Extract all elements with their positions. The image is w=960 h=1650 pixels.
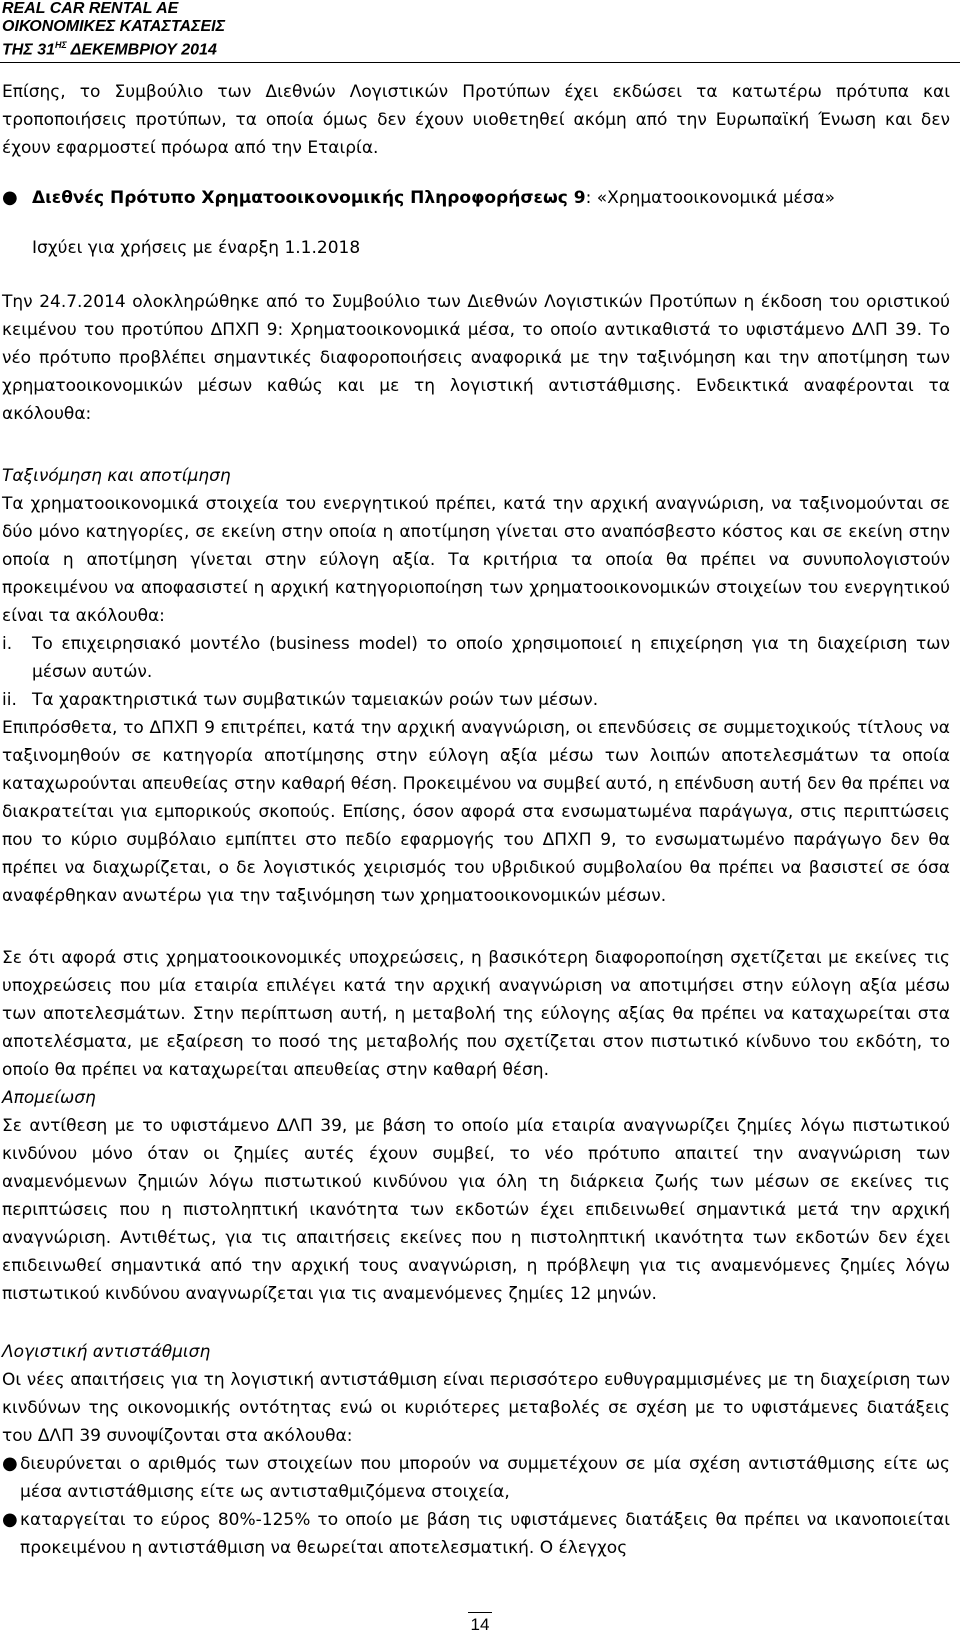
- standard-effective-date: Ισχύει για χρήσεις με έναρξη 1.1.2018: [32, 238, 361, 258]
- page-content: [2, 78, 950, 1562]
- list-item: ii. Τα χαρακτηριστικά των συμβατικών ταμειακών ροών των μέσων.: [2, 690, 599, 710]
- document-title: ΟΙΚΟΝΟΜΙΚΕΣ ΚΑΤΑΣΤΑΣΕΙΣ: [2, 18, 226, 35]
- bullet-icon: ●: [2, 1509, 18, 1530]
- page-number: 14: [470, 1615, 490, 1634]
- section-heading-impairment: Απομείωση: [2, 1088, 96, 1108]
- footer-divider: [468, 1612, 492, 1613]
- standard-heading: [2, 184, 950, 212]
- company-name: REAL CAR RENTAL AE: [2, 0, 179, 17]
- page-footer: [0, 1612, 960, 1635]
- header-divider: [0, 62, 960, 63]
- impairment-paragraph: Σε αντίθεση με το υφιστάμενο ΔΛΠ 39, με βάση το οποίο μία εταιρία αναγνωρίζει ζημίες λόγω πιστωτικού κινδύνου μόνο όταν οι ζημίες αυτές έχουν συμβεί, το νέο πρότυπο απαιτεί την αναγνώριση των αναμενόμενων ζημιών λόγω πιστωτικού κινδύνου για όλη τη διάρκεια ζωής των μέσων σε εκείνες τις περιπτώσεις που η πιστοληπτική ικανότητα των εκδοτών έχει επιδεινωθεί σημαντικά μετά την αρχική αναγνώριση. Αντιθέτως, για τις απαιτήσεις εκείνες που η πιστοληπτική ικανότητα των εκδοτών δεν έχει επιδεινωθεί σημαντικά από την αρχική τους αναγνώριση, η πρόβλεψη για τις αναμενόμενες ζημίες λόγω πιστωτικού κινδύνου αναγνωρίζεται για τις αναμενόμενες ζημίες 12 μηνών.: [2, 1116, 950, 1304]
- list-item: ● καταργείται το εύρος 80%-125% το οποίο με βάση τις υφιστάμενες διατάξεις θα πρέπει να ικανοποιείται προκειμένου η αντιστάθμιση να θεωρείται αποτελεσματική. Ο έλεγχος: [2, 1506, 950, 1562]
- standard-subtitle: : «Χρηματοοικονομικά μέσα»: [585, 188, 836, 208]
- bullet-icon: ●: [2, 1453, 18, 1474]
- page-header: [2, 0, 225, 59]
- equity-instruments-paragraph: Επιπρόσθετα, το ΔΠΧΠ 9 επιτρέπει, κατά την αρχική αναγνώριση, οι επενδύσεις σε συμμετοχικούς τίτλους να ταξινομηθούν σε κατηγορία αποτίμησης στην εύλογη αξία μέσω των λοιπών αποτελεσμάτων τα οποία καταχωρούνται απευθείας στην καθαρή θέση. Προκειμένου να συμβεί αυτό, η επένδυση αυτή δεν θα πρέπει να διακρατείται για εμπορικούς σκοπούς. Επίσης, όσον αφορά στα ενσωματωμένα παράγωγα, στις περιπτώσεις που το κύριο συμβόλαιο εμπίπτει στο πεδίο εφαρμογής του ΔΠΧΠ 9, το ενσωματωμένο παράγωγο δεν θα πρέπει να διαχωρίζεται, ο δε λογιστικός χειρισμός του υβριδικού συμβολαίου θα πρέπει να βασιστεί σε όσα αναφέρθηκαν ανωτέρω για την ταξινόμηση των χρηματοοικονομικών μέσων.: [2, 718, 950, 906]
- list-item: ● διευρύνεται ο αριθμός των στοιχείων που μπορούν να συμμετέχουν σε μία σχέση αντιστάθμισης είτε ως μέσα αντιστάθμισης είτε ως αντισταθμιζόμενα στοιχεία,: [2, 1450, 950, 1506]
- bullet-icon: ●: [2, 187, 18, 208]
- standard-title: Διεθνές Πρότυπο Χρηματοοικονομικής Πληροφορήσεως 9: [32, 188, 586, 208]
- financial-liabilities-paragraph: Σε ότι αφορά στις χρηματοοικονομικές υποχρεώσεις, η βασικότερη διαφοροποίηση σχετίζεται με εκείνες τις υποχρεώσεις που μία εταιρία επιλέγει κατά την αρχική αναγνώριση να αποτιμήσει στην εύλογη αξία μέσω των αποτελεσμάτων. Στην περίπτωση αυτή, η μεταβολή της εύλογης αξίας θα πρέπει να καταχωρείται στα αποτελέσματα, με εξαίρεση το ποσό της μεταβολής που σχετίζεται στον πιστωτικό κίνδυνο του εκδότη, το οποίο θα πρέπει να καταχωρείται απευθείας στην καθαρή θέση.: [2, 948, 950, 1080]
- section-heading-classification: Ταξινόμηση και αποτίμηση: [2, 466, 231, 486]
- paragraph-ifrs9-issue: Την 24.7.2014 ολοκληρώθηκε από το Συμβούλιο των Διεθνών Λογιστικών Προτύπων η έκδοση του οριστικού κειμένου του προτύπου ΔΠΧΠ 9: Χρηματοοικονομικά μέσα, το οποίο αντικαθιστά το υφιστάμενο ΔΛΠ 39. Το νέο πρότυπο προβλέπει σημαντικές διαφοροποιήσεις αναφορικά με την ταξινόμηση και την αποτίμηση των χρηματοοικονομικών μέσων καθώς και με τη λογιστική αντιστάθμισης. Ενδεικτικά αναφέρονται τα ακόλουθα:: [2, 292, 950, 424]
- classification-paragraph: Τα χρηματοοικονομικά στοιχεία του ενεργητικού πρέπει, κατά την αρχική αναγνώριση, να ταξινομούνται σε δύο μόνο κατηγορίες, σε εκείνη στην οποία η αποτίμηση γίνεται στο αναπόσβεστο κόστος και σε εκείνη στην οποία η αποτίμηση γίνεται στην εύλογη αξία. Τα κριτήρια τα οποία θα πρέπει να συνυπολογιστούν προκειμένου να αποφασιστεί η αρχική κατηγοριοποίηση των χρηματοοικονομικών στοιχείων του ενεργητικού είναι τα ακόλουθα:: [2, 494, 950, 626]
- hedge-paragraph: Οι νέες απαιτήσεις για τη λογιστική αντιστάθμιση είναι περισσότερο ευθυγραμμισμένες με τη διαχείριση των κινδύνων της οικονομικής οντότητας ενώ οι κυριότερες μεταβολές σε σχέση με το υφιστάμενες διατάξεις του ΔΛΠ 39 συνοψίζονται στα ακόλουθα:: [2, 1370, 950, 1446]
- document-date: ΤΗΣ $31^{H\Sigma}$ ΔΕΚΕΜΒΡΙΟΥ 2014: [2, 40, 217, 59]
- intro-paragraph: Επίσης, το Συμβούλιο των Διεθνών Λογιστικών Προτύπων έχει εκδώσει τα κατωτέρω πρότυπα και τροποποιήσεις προτύπων, τα οποία όμως δεν έχουν υιοθετηθεί ακόμη από την Ευρωπαϊκή Ένωση και δεν έχουν εφαρμοστεί πρόωρα από την Εταιρία.: [2, 82, 950, 158]
- list-item: i. Το επιχειρησιακό μοντέλο (business model) το οποίο χρησιμοποιεί η επιχείρηση για τη διαχείριση των μέσων αυτών.: [2, 634, 950, 682]
- section-heading-hedge-accounting: Λογιστική αντιστάθμιση: [2, 1342, 211, 1362]
